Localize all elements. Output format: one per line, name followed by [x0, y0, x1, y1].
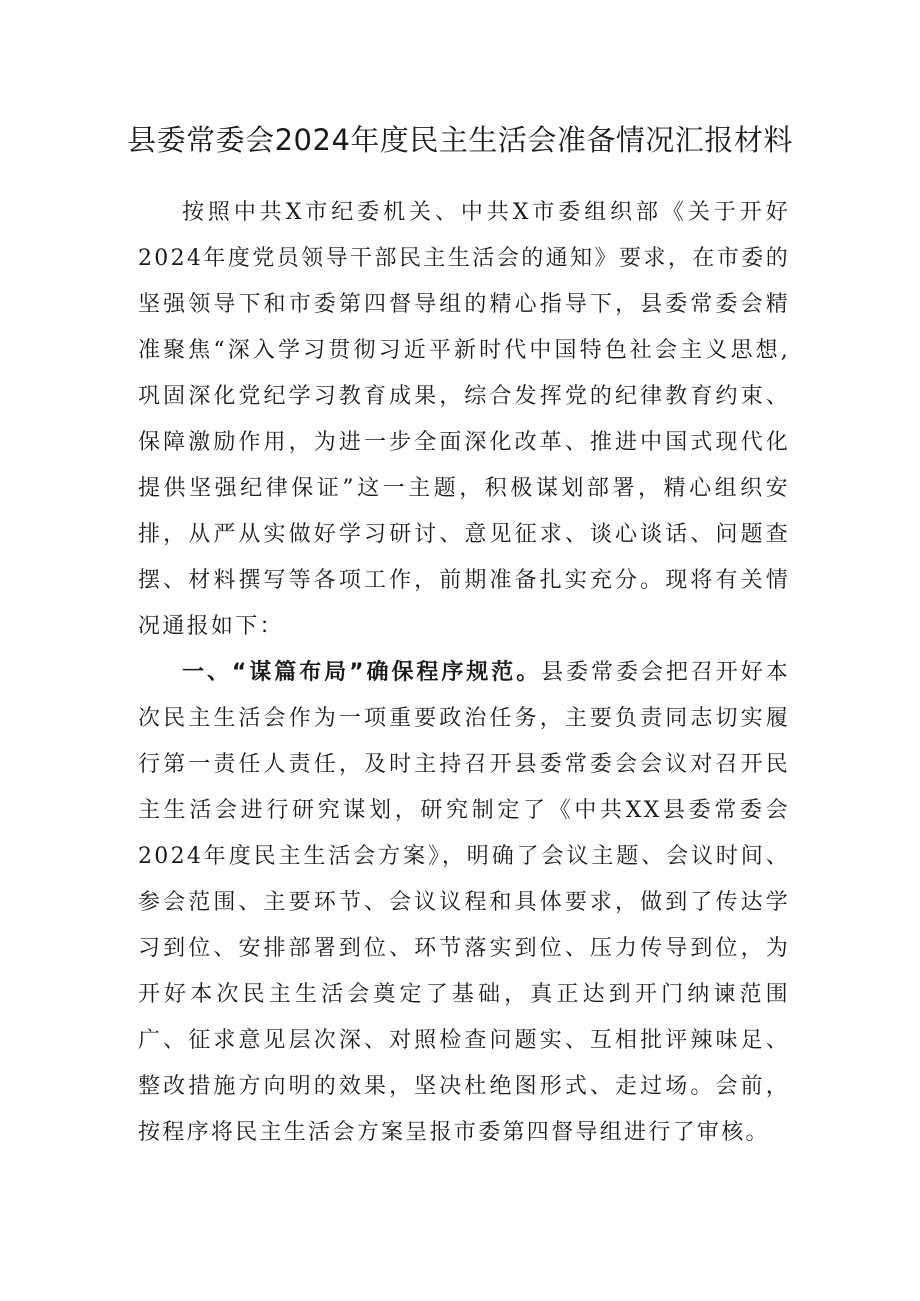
- section-1-text: 县委常委会把召开好本次民主生活会作为一项重要政治任务，主要负责同志切实履行第一责任人责任，及时主持召开县委常委会会议对召开民主生活会进行研究谋划，研究制定了《中共XX县委常委会2024年度民主生活会方案》，明确了会议主题、会议时间、参会范围、主要环节、会议议程和具体要求，做到了传达学习到位、安排部署到位、环节落实到位、压力传导到位，为开好本次民主生活会奠定了基础，真正达到开门纳谏范围广、征求意见层次深、对照检查问题实、互相批评辣味足、整改措施方向明的效果，坚决杜绝图形式、走过场。会前，按程序将民主生活会方案呈报市委第四督导组进行了审核。: [138, 660, 790, 1145]
- document-title: 县委常委会2024年度民主生活会准备情况汇报材料: [127, 123, 793, 157]
- document-body: [138, 190, 790, 1156]
- section-1-paragraph: [138, 650, 790, 1156]
- section-1-heading: 一、“谋篇布局”确保程序规范。: [182, 660, 542, 685]
- intro-paragraph: 按照中共X市纪委机关、中共X市委组织部《关于开好2024年度党员领导干部民主生活会的通知》要求，在市委的坚强领导下和市委第四督导组的精心指导下，县委常委会精准聚焦“深入学习贯彻习近平新时代中国特色社会主义思想,巩固深化党纪学习教育成果，综合发挥党的纪律教育约束、保障激励作用，为进一步全面深化改革、推进中国式现代化提供坚强纪律保证”这一主题，积极谋划部署，精心组织安排，从严从实做好学习研讨、意见征求、谈心谈话、问题查摆、材料撰写等各项工作，前期准备扎实充分。现将有关情况通报如下：: [138, 200, 790, 639]
